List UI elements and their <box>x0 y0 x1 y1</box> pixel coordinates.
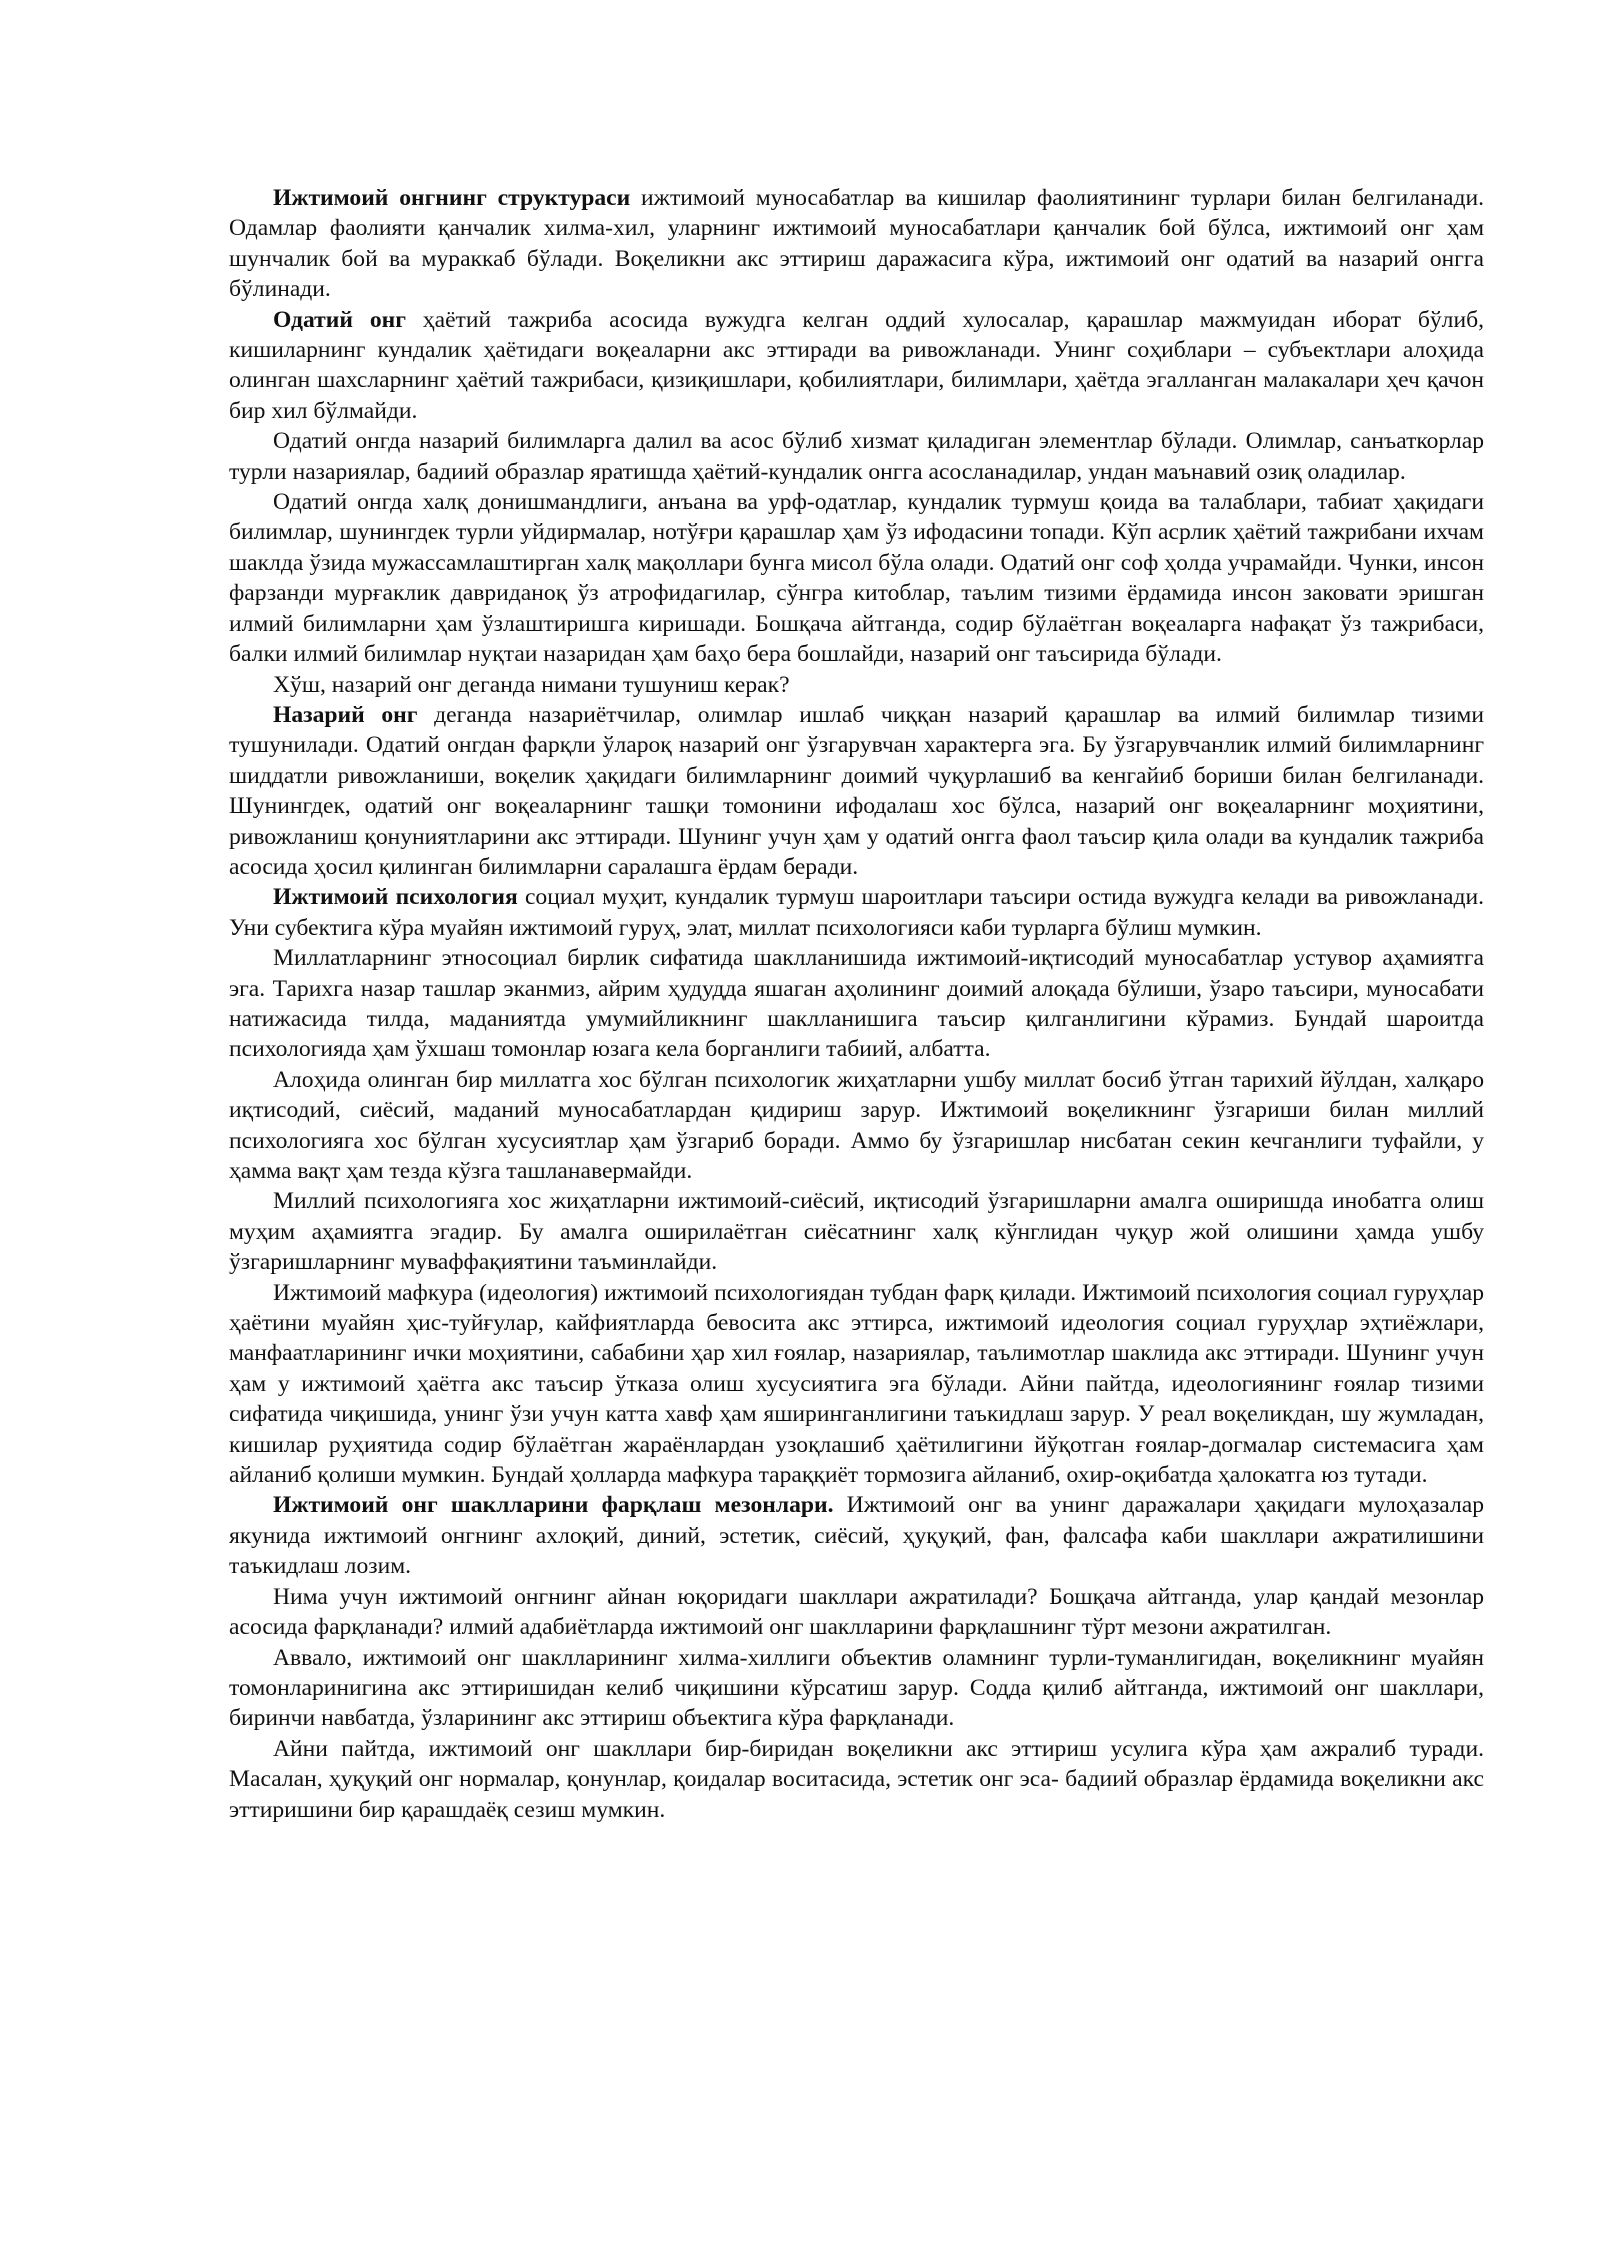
paragraph-2 <box>229 305 1484 427</box>
paragraph-6 <box>229 700 1484 882</box>
paragraph-text: ижтимоий муносабатлар ва кишилар фаолиятининг турлари билан белгиланади. Одамлар фаолияти қанчалик хилма-хил, уларнинг ижтимоий муносабатлари қанчалик бой бўлса, ижтимоий онг ҳам шунчалик бой ва мураккаб бўлади. Воқеликни акс эттириш даражасига кўра, ижтимоий онг одатий ва назарий онгга бўлинади. <box>229 185 1484 303</box>
paragraph-lead: Ижтимоий онг шаклларини фарқлаш мезонлари. <box>273 1492 834 1519</box>
paragraph-11 <box>229 1278 1484 1491</box>
document-page <box>229 183 1484 1825</box>
paragraph-text: Одатий онгда халқ донишмандлиги, анъана ва урф-одатлар, кундалик турмуш қоида ва талаблари, табиат ҳақидаги билимлар, шунингдек турли уйдирмалар, нотўғри қарашлар ҳам ўз ифодасини топади. Кўп асрлик ҳаётий тажрибани ихчам шаклда ўзида мужассамлаштирган халқ мақоллари бунга мисол бўла олади. Одатий онг соф ҳолда учрамайди. Чунки, инсон фарзанди мурғаклик давриданоқ ўз атрофидагилар, сўнгра китоблар, таълим тизими ёрдамида инсон заковати эришган илмий билимларни ҳам ўзлаштиришга киришади. Бошқача айтганда, содир бўлаётган воқеаларга нафақат ўз тажрибаси, балки илмий билимлар нуқтаи назаридан ҳам баҳо бера бошлайди, назарий онг таъсирида бўлади. <box>229 489 1484 668</box>
paragraph-text: Ижтимоий мафкура (идеология) ижтимоий психологиядан тубдан фарқ қилади. Ижтимоий психология социал гуруҳлар ҳаётини муайян ҳис-туйғулар, кайфиятларда бевосита акс эттирса, ижтимоий идеология социал гуруҳлар эҳтиёжлари, манфаатларининг ички моҳиятини, сабабини ҳар хил ғоялар, назариялар, таълимотлар шаклида акс эттиради. Шунинг учун ҳам у ижтимоий ҳаётга акс таъсир ўтказа олиш хусусиятига эга бўлади. Айни пайтда, идеологиянинг ғоялар тизими сифатида чиқишида, унинг ўзи учун катта хавф ҳам яширинганлигини таъкидлаш зарур. У реал воқеликдан, шу жумладан, кишилар руҳиятида содир бўлаётган жараёнлардан узоқлашиб ҳаётилигини йўқотган ғоялар-догмалар системасига ҳам айланиб қолиши мумкин. Бундай ҳолларда мафкура тараққиёт тормозига айланиб, охир-оқибатда ҳалокатга юз тутади. <box>229 1279 1484 1489</box>
paragraph-8 <box>229 943 1484 1065</box>
paragraph-lead: Ижтимоий психология <box>273 884 518 911</box>
paragraph-text: деганда назариётчилар, олимлар ишлаб чиққан назарий қарашлар ва илмий билимлар тизими тушунилади. Одатий онгдан фарқли ўлароқ назарий онг ўзгарувчан характерга эга. Бу ўзгарувчанлик илмий билимларнинг шиддатли ривожланиши, воқелик ҳақидаги билимларнинг доимий чуқурлашиб ва кенгайиб бориши билан белгиланади. Шунингдек, одатий онг воқеаларнинг ташқи томонини ифодалаш хос бўлса, назарий онг воқеаларнинг моҳиятини, ривожланиш қонуниятларини акс эттиради. Шунинг учун ҳам у одатий онгга фаол таъсир қила олади ва кундалик тажриба асосида ҳосил қилинган билимларни саралашга ёрдам беради. <box>229 701 1484 880</box>
paragraph-9 <box>229 1065 1484 1187</box>
paragraph-5 <box>229 670 1484 700</box>
paragraph-text: Нима учун ижтимоий онгнинг айнан юқоридаги шакллари ажратилади? Бошқача айтганда, улар қандай мезонлар асосида фарқланади? илмий адабиётларда ижтимоий онг шаклларини фарқлашнинг тўрт мезони ажратилган. <box>229 1583 1484 1641</box>
paragraph-text: Аввало, ижтимоий онг шаклларининг хилма-хиллиги объектив оламнинг турли-туманлигидан, воқеликнинг муайян томонларинигина акс эттиришидан келиб чиқишини кўрсатиш зарур. Содда қилиб айтганда, ижтимоий онг шакллари, биринчи навбатда, ўзларининг акс эттириш объектига кўра фарқланади. <box>229 1644 1484 1732</box>
paragraph-text: Хўш, назарий онг деганда нимани тушуниш керак? <box>273 671 790 698</box>
paragraph-text: Миллатларнинг этносоциал бирлик сифатида шаклланишида ижтимоий-иқтисодий муносабатлар устувор аҳамиятга эга. Тарихга назар ташлар эканмиз, айрим ҳудудда яшаган аҳолининг доимий алоқада бўлиши, ўзаро таъсири, муносабати натижасида тилда, маданиятда умумийликнинг шаклланишига таъсир қилганлигини кўрамиз. Бундай шароитда психологияда ҳам ўхшаш томонлар юзага кела борганлиги табиий, албатта. <box>229 945 1484 1063</box>
paragraph-lead: Назарий онг <box>273 701 418 728</box>
paragraph-text: Миллий психологияга хос жиҳатларни ижтимоий-сиёсий, иқтисодий ўзгаришларни амалга оширишда инобатга олиш муҳим аҳамиятга эгадир. Бу амалга оширилаётган сиёсатнинг халқ кўнглидан чуқур жой олишини ҳамда ушбу ўзгаришларнинг муваффақиятини таъминлайди. <box>229 1188 1484 1276</box>
paragraph-1 <box>229 183 1484 305</box>
paragraph-text: Одатий онгда назарий билимларга далил ва асос бўлиб хизмат қиладиган элементлар бўлади. Олимлар, санъаткорлар турли назариялар, бадиий образлар яратишда ҳаётий-кундалик онгга асосланадилар, ундан маънавий озиқ оладилар. <box>229 428 1484 485</box>
paragraph-10 <box>229 1186 1484 1277</box>
paragraph-text: социал муҳит, кундалик турмуш шароитлари таъсири остида вужудга келади ва ривожланади. Уни субектига кўра муайян ижтимоий гуруҳ, элат, миллат психологияси каби турларга бўлиш мумкин. <box>229 884 1484 941</box>
paragraph-4 <box>229 487 1484 669</box>
paragraph-text: Айни пайтда, ижтимоий онг шакллари бир-биридан воқеликни акс эттириш усулига кўра ҳам ажралиб туради. Масалан, ҳуқуқий онг нормалар, қонунлар, қоидалар воситасида, эстетик онг эса- бадиий образлар ёрдамида воқеликни акс эттиришини бир қарашдаёқ сезиш мумкин. <box>229 1735 1484 1823</box>
paragraph-lead: Одатий онг <box>273 306 406 333</box>
paragraph-7 <box>229 882 1484 943</box>
paragraph-13 <box>229 1582 1484 1643</box>
paragraph-15 <box>229 1734 1484 1825</box>
paragraph-12 <box>229 1490 1484 1581</box>
paragraph-lead: Ижтимоий онгнинг структураси <box>273 185 631 211</box>
paragraph-text: Алоҳида олинган бир миллатга хос бўлган психологик жиҳатларни ушбу миллат босиб ўтган тарихий йўлдан, халқаро иқтисодий, сиёсий, маданий муносабатлардан қидириш зарур. Ижтимоий воқеликнинг ўзгариши билан миллий психологияга хос бўлган хусусиятлар ҳам ўзгариб боради. Аммо бу ўзгаришлар нисбатан секин кечганлиги туфайли, у ҳамма вақт ҳам тезда кўзга ташланавермайди. <box>229 1066 1484 1184</box>
paragraph-text: ҳаётий тажриба асосида вужудга келган оддий хулосалар, қарашлар мажмуидан иборат бўлиб, кишиларнинг кундалик ҳаётидаги воқеаларни акс эттиради ва ривожланади. Унинг соҳиблари – субъектлари алоҳида олинган шахсларнинг ҳаётий тажрибаси, қизиқишлари, қобилиятлари, билимлари, ҳаётда эгалланган малакалари ҳеч қачон бир хил бўлмайди. <box>229 306 1484 424</box>
paragraph-text: Ижтимоий онг ва унинг даражалари ҳақидаги мулоҳазалар якунида ижтимоий онгнинг ахлоқий, диний, эстетик, сиёсий, ҳуқуқий, фан, фалсафа каби шакллари ажратилишини таъкидлаш лозим. <box>229 1492 1484 1580</box>
paragraph-14 <box>229 1643 1484 1734</box>
paragraph-3 <box>229 426 1484 487</box>
